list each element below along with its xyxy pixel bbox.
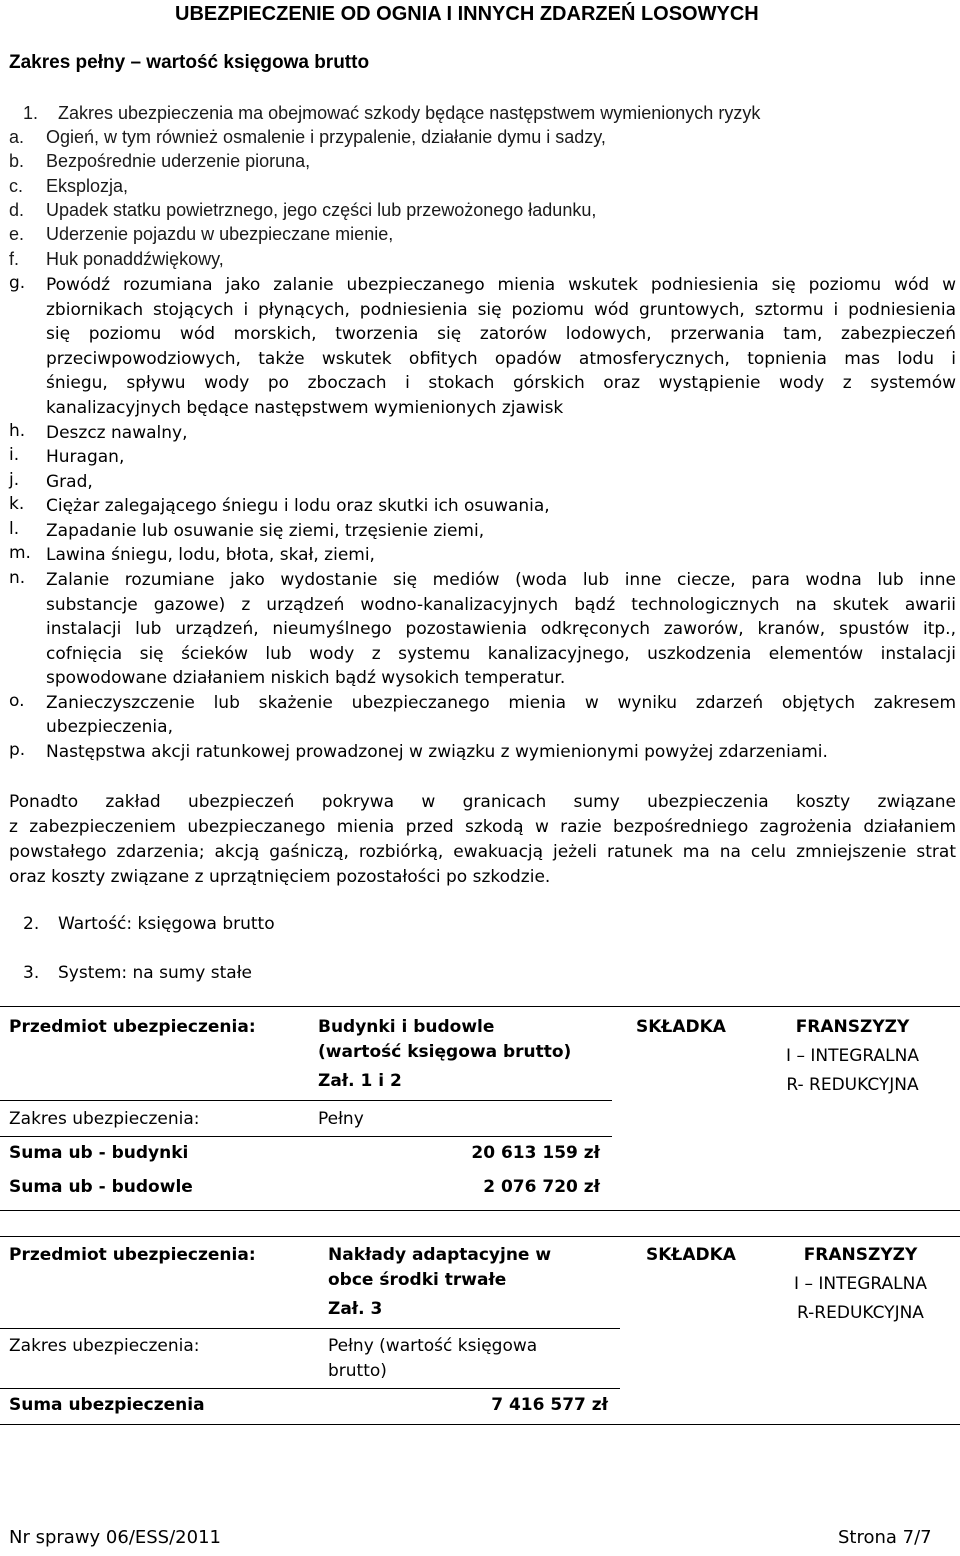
page-number: Strona 7/7 xyxy=(838,1527,932,1548)
page-subtitle: Zakres pełny – wartość księgowa brutto xyxy=(9,52,370,73)
section-2-number: 2. xyxy=(23,914,40,934)
subject-value: (wartość księgowa brutto) xyxy=(318,1042,572,1062)
list-item: Ogień, w tym również osmalenie i przypalenie, działanie dymu i sadzy, xyxy=(46,127,606,147)
scope-label: Zakres ubezpieczenia: xyxy=(9,1109,200,1129)
scope-value: Pełny (wartość księgowa xyxy=(328,1336,538,1356)
table-border-bottom xyxy=(0,1210,960,1211)
list-item-line: Zalanie rozumiane jako wydostanie się mediów (woda lub inne ciecze, para wodna lub inne xyxy=(46,570,956,590)
list-item-label: i. xyxy=(9,445,20,465)
list-item-label: f. xyxy=(9,249,20,269)
list-item: Huragan, xyxy=(46,447,125,467)
list-item-label: d. xyxy=(9,200,25,220)
deductible-reductive: R-REDUKCYJNA xyxy=(797,1303,924,1323)
list-item-p: Następstwa akcji ratunkowej prowadzonej w związku z wymienionymi powyżej zdarzeniami. xyxy=(46,742,828,762)
page-title: UBEZPIECZENIE OD OGNIA I INNYCH ZDARZEŃ LOSOWYCH xyxy=(175,3,759,25)
section-3-number: 3. xyxy=(23,963,40,983)
subject-label: Przedmiot ubezpieczenia: xyxy=(9,1245,256,1265)
list-item-line: cofnięcia się ścieków lub wody z systemu kanalizacyjnego, uszkodzenia elementów instalacji xyxy=(46,644,956,664)
sum-value: 7 416 577 zł xyxy=(491,1395,608,1415)
list-item-line: Zanieczyszczenie lub skażenie ubezpieczanego mienia w wyniku zdarzeń objętych zakresem xyxy=(46,693,956,713)
deductible-integral: I – INTEGRALNA xyxy=(794,1274,927,1294)
list-item: Upadek statku powietrznego, jego części lub przewożonego ładunku, xyxy=(46,200,597,220)
section-3-text: System: na sumy stałe xyxy=(58,963,253,983)
list-item-line: śniegu, spływu wody po zboczach i stokach górskich oraz wystąpienie wody z systemów xyxy=(46,373,956,393)
list-item: Lawina śniegu, lodu, błota, skał, ziemi, xyxy=(46,545,375,565)
list-item: Zapadanie lub osuwanie się ziemi, trzęsienie ziemi, xyxy=(46,521,485,541)
section-1-intro: Zakres ubezpieczenia ma obejmować szkody będące następstwem wymienionych ryzyk xyxy=(58,103,761,123)
list-item-line: spowodowane działaniem niskich bądź wysokich temperatur. xyxy=(46,668,566,688)
paragraph-line: powstałego zdarzenia; akcją gaśniczą, rozbiórką, ewakuacją jeżeli ratunek ma na celu zmniejszenie strat xyxy=(9,842,956,862)
list-item-line: kanalizacyjnych będące następstwem wymienionych zjawisk xyxy=(46,398,564,418)
premium-header: SKŁADKA xyxy=(636,1017,726,1037)
list-item-line: zbiornikach stojących i płynących, podniesienia się poziomu wód gruntowych, sztormu i podniesienia xyxy=(46,300,956,320)
table-divider xyxy=(0,1388,620,1389)
list-item: Uderzenie pojazdu w ubezpieczane mienie, xyxy=(46,224,394,244)
sum-value-buildings: 20 613 159 zł xyxy=(471,1143,600,1163)
scope-value: Pełny xyxy=(318,1109,364,1129)
deductible-header: FRANSZYZY xyxy=(795,1017,910,1037)
list-item-label: c. xyxy=(9,176,24,196)
list-item-line: instalacji lub urządzeń, nieumyślnego pozostawienia odkręconych zaworów, kranów, spustów itp., xyxy=(46,619,956,639)
sum-label: Suma ubezpieczenia xyxy=(9,1395,205,1415)
paragraph-line: z zabezpieczeniem ubezpieczanego mienia przed szkodą w razie bezpośredniego zagrożenia działaniem xyxy=(9,817,956,837)
premium-header: SKŁADKA xyxy=(646,1245,736,1265)
list-item-label: g. xyxy=(9,273,26,293)
attachment-reference: Zał. 1 i 2 xyxy=(318,1071,402,1091)
deductible-integral: I – INTEGRALNA xyxy=(786,1046,919,1066)
list-item-line: substancje gazowe) z urządzeń wodno-kanalizacyjnych bądź technologicznych na skutek awarii xyxy=(46,595,956,615)
subject-value: Budynki i budowle xyxy=(318,1017,495,1037)
list-item-label: e. xyxy=(9,224,25,244)
list-item-label: j. xyxy=(9,470,20,490)
paragraph-line: oraz koszty związane z uprzątnięciem pozostałości po szkodzie. xyxy=(9,867,551,887)
list-item-label: n. xyxy=(9,568,26,588)
list-item: Bezpośrednie uderzenie pioruna, xyxy=(46,151,311,171)
deductible-reductive: R- REDUKCYJNA xyxy=(786,1075,919,1095)
table-divider xyxy=(0,1136,612,1137)
list-item-line: Powódź rozumiana jako zalanie ubezpieczanego mienia wskutek podniesienia się poziomu wód w xyxy=(46,275,956,295)
section-1-number: 1. xyxy=(23,103,39,123)
list-item: Ciężar zalegającego śniegu i lodu oraz skutki ich osuwania, xyxy=(46,496,550,516)
table-border-top xyxy=(0,1236,960,1237)
list-item: Deszcz nawalny, xyxy=(46,423,188,443)
list-item-label: k. xyxy=(9,494,25,514)
sum-value-structures: 2 076 720 zł xyxy=(483,1177,600,1197)
section-2-text: Wartość: księgowa brutto xyxy=(58,914,275,934)
list-item-label: l. xyxy=(9,519,20,539)
list-item-label: m. xyxy=(9,543,31,563)
list-item: Eksplozja, xyxy=(46,176,129,196)
list-item-label: p. xyxy=(9,740,26,760)
deductible-header: FRANSZYZY xyxy=(803,1245,918,1265)
sum-label-structures: Suma ub - budowle xyxy=(9,1177,193,1197)
case-number: Nr sprawy 06/ESS/2011 xyxy=(9,1527,221,1548)
subject-value: Nakłady adaptacyjne w xyxy=(328,1245,552,1265)
attachment-reference: Zał. 3 xyxy=(328,1299,383,1319)
paragraph-line: Ponadto zakład ubezpieczeń pokrywa w granicach sumy ubezpieczenia koszty związane xyxy=(9,792,956,812)
subject-value: obce środki trwałe xyxy=(328,1270,507,1290)
list-item-label: h. xyxy=(9,421,26,441)
list-item-line: ubezpieczenia, xyxy=(46,717,173,737)
list-item-label: b. xyxy=(9,151,25,171)
list-item-line: się poziomu wód morskich, tworzenia się zatorów lodowych, przerwania tam, zabezpieczeń xyxy=(46,324,956,344)
list-item-label: a. xyxy=(9,127,25,147)
table-divider xyxy=(0,1328,620,1329)
scope-value: brutto) xyxy=(328,1361,387,1381)
table-border-bottom xyxy=(0,1424,960,1425)
list-item: Huk ponaddźwiękowy, xyxy=(46,249,224,269)
subject-label: Przedmiot ubezpieczenia: xyxy=(9,1017,256,1037)
sum-label-buildings: Suma ub - budynki xyxy=(9,1143,189,1163)
scope-label: Zakres ubezpieczenia: xyxy=(9,1336,200,1356)
list-item-label: o. xyxy=(9,691,25,711)
table-border-top xyxy=(0,1006,960,1007)
table-divider xyxy=(0,1100,612,1101)
list-item: Grad, xyxy=(46,472,93,492)
list-item-line: przeciwpowodziowych, także wskutek obfitych opadów atmosferycznych, topnienia mas lodu i xyxy=(46,349,956,369)
